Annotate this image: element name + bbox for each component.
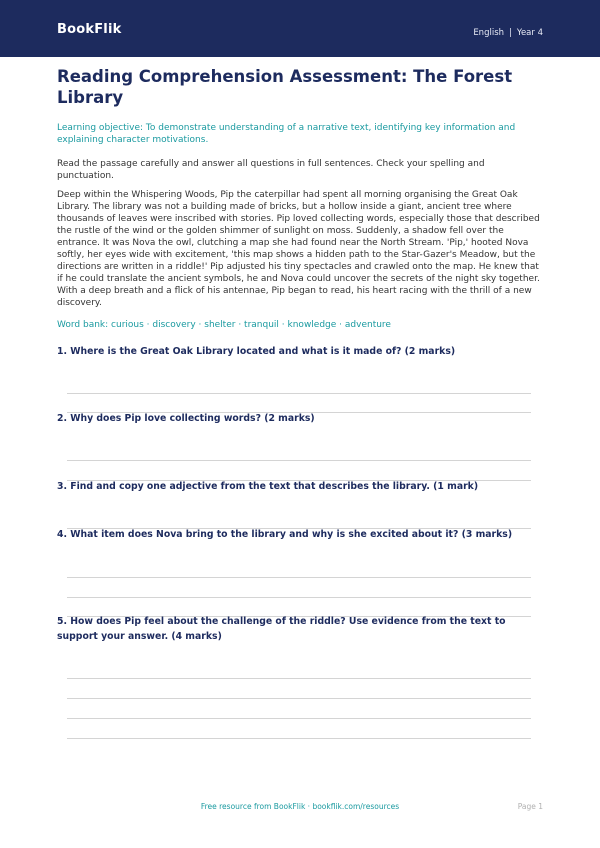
answer-line[interactable] (67, 698, 531, 699)
year-label: Year 4 (516, 28, 543, 38)
footer-credit: Free resource from BookFlik · bookflik.com/resources (200, 802, 400, 811)
learning-objective: Learning objective: To demonstrate understanding of a narrative text, identifying key information and explaining character motivations. (57, 123, 516, 145)
word-bank-word: knowledge · (288, 320, 345, 330)
word-bank-list (111, 320, 391, 330)
answer-line[interactable] (67, 460, 531, 461)
worksheet-intro (57, 66, 543, 331)
question-3: 3. Find and copy one adjective from the text that describes the library. (1 mark) (57, 481, 479, 492)
word-bank-word: tranquil · (244, 320, 287, 330)
subject-year (473, 28, 543, 38)
word-bank-word: shelter · (204, 320, 244, 330)
page-number: Page 1 (517, 802, 543, 811)
word-bank-word: curious · (111, 320, 152, 330)
answer-line[interactable] (67, 597, 531, 598)
reading-passage: Deep within the Whispering Woods, Pip the caterpillar had spent all morning organising the Great Oak Library. The library was not a building made of bricks, but a hollow inside a giant, ancient tree where thousands of leaves were inscribed with stories. Pip loved collecting words, especially those that described the rustle of the wind or the golden shimmer of sunlight on moss. Suddenly, a shadow fell over the entrance. It was Nova the owl, clutching a map she had found near the North Stream. 'Pip,' hooted Nova softly, her eyes wide with excitement, 'this map shows a hidden path to the Star-Gazer's Meadow, but the directions are written in a riddle!' Pip adjusted his tiny spectacles and crawled onto the map. He knew that if he could translate the ancient symbols, he and Nova could uncover the secrets of the night sky together. With a deep breath and a flick of his antennae, Pip began to read, his heart racing with the thrill of a new discovery. (57, 190, 540, 308)
question-4: 4. What item does Nova bring to the library and why is she excited about it? (3 marks) (57, 529, 513, 540)
page-header (0, 0, 600, 57)
question-2: 2. Why does Pip love collecting words? (2 marks) (57, 413, 315, 424)
instructions: Read the passage carefully and answer all questions in full sentences. Check your spelling and punctuation. (57, 159, 485, 181)
question-5: 5. How does Pip feel about the challenge of the riddle? Use evidence from the text to support your answer. (4 marks) (57, 616, 506, 642)
word-bank-word: discovery · (152, 320, 204, 330)
word-bank (57, 319, 543, 331)
question-1: 1. Where is the Great Oak Library located and what is it made of? (2 marks) (57, 346, 456, 357)
brand-logo: BookFlik (57, 22, 122, 37)
word-bank-label: Word bank: (57, 320, 109, 330)
subject-label: English (473, 28, 505, 38)
page-title: Reading Comprehension Assessment: The Forest Library (57, 67, 513, 107)
answer-line[interactable] (67, 393, 531, 394)
answer-line[interactable] (67, 577, 531, 578)
answer-line[interactable] (67, 678, 531, 679)
meta-separator: | (509, 28, 512, 38)
answer-line[interactable] (67, 718, 531, 719)
word-bank-word: adventure (344, 320, 391, 330)
answer-line[interactable] (67, 738, 531, 739)
